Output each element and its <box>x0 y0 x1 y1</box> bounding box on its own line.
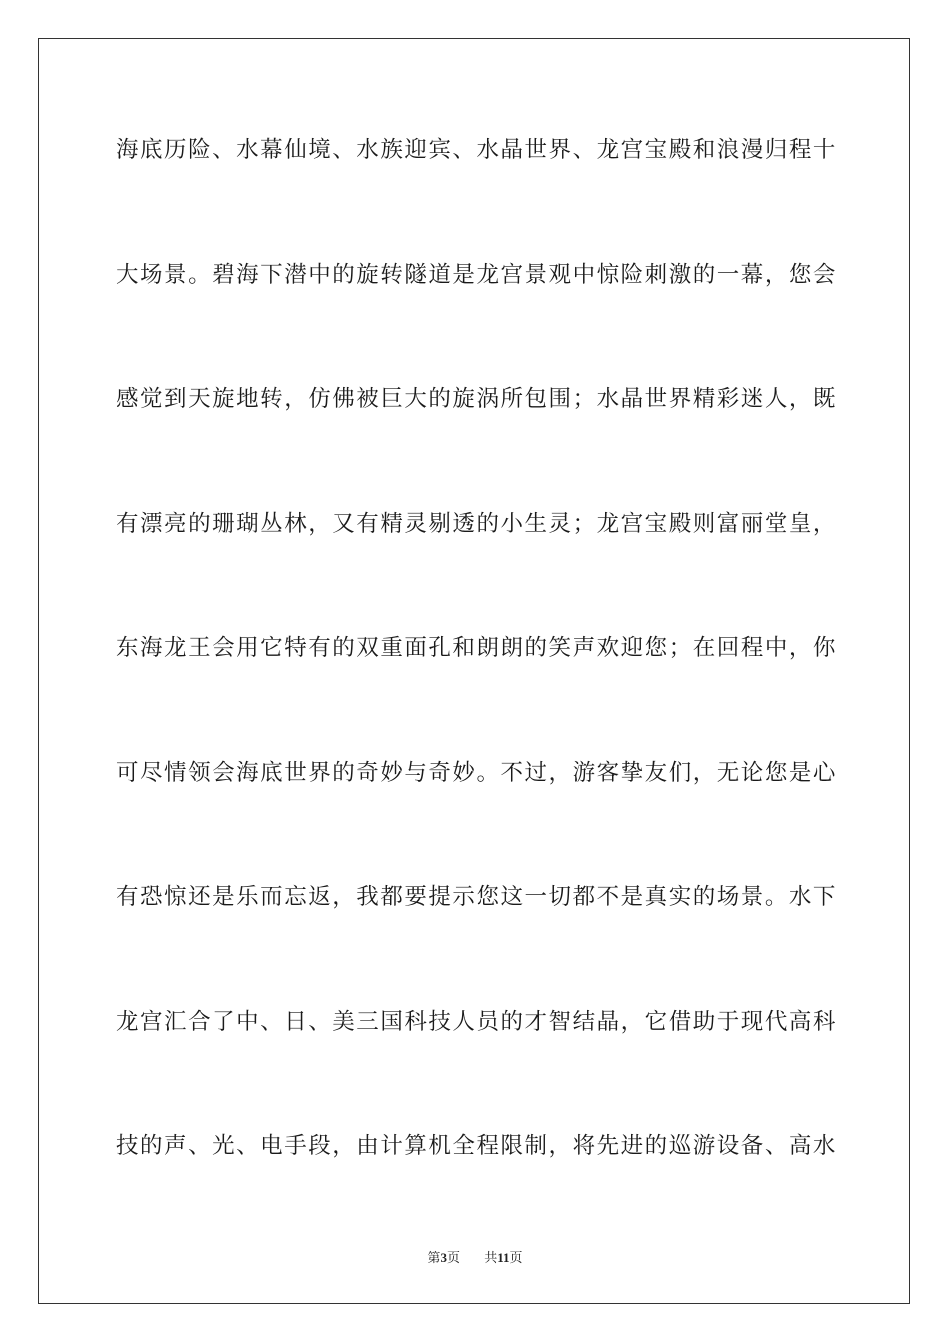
total-suffix: 页 <box>509 1251 523 1266</box>
text-line-3: 感觉到天旋地转，仿佛被巨大的旋涡所包围；水晶世界精彩迷人，既 <box>116 386 836 412</box>
page-footer <box>0 1247 950 1266</box>
current-page-number: 3 <box>440 1250 447 1265</box>
text-line-4: 有漂亮的珊瑚丛林，又有精灵剔透的小生灵；龙宫宝殿则富丽堂皇， <box>116 510 836 537</box>
text-line-9: 技的声、光、电手段，由计算机全程限制，将先进的巡游设备、高水 <box>116 1133 836 1159</box>
total-page-number: 11 <box>497 1250 510 1265</box>
total-pages <box>484 1247 522 1266</box>
page-suffix: 页 <box>446 1251 460 1266</box>
text-line-5: 东海龙王会用它特有的双重面孔和朗朗的笑声欢迎您；在回程中，你 <box>116 635 836 661</box>
page-number <box>427 1247 460 1266</box>
text-line-6: 可尽情领会海底世界的奇妙与奇妙。不过，游客挚友们，无论您是心 <box>116 759 836 786</box>
text-line-8: 龙宫汇合了中、日、美三国科技人员的才智结晶，它借助于现代高科 <box>116 1008 836 1035</box>
text-line-2: 大场景。碧海下潜中的旋转隧道是龙宫景观中惊险刺激的一幕，您会 <box>116 261 836 288</box>
body-text <box>116 125 836 1246</box>
text-line-7: 有恐惊还是乐而忘返，我都要提示您这一切都不是真实的场景。水下 <box>116 884 836 910</box>
total-prefix: 共 <box>484 1251 498 1266</box>
text-line-1: 海底历险、水幕仙境、水族迎宾、水晶世界、龙宫宝殿和浪漫归程十 <box>116 137 836 163</box>
page-prefix: 第 <box>427 1251 441 1266</box>
